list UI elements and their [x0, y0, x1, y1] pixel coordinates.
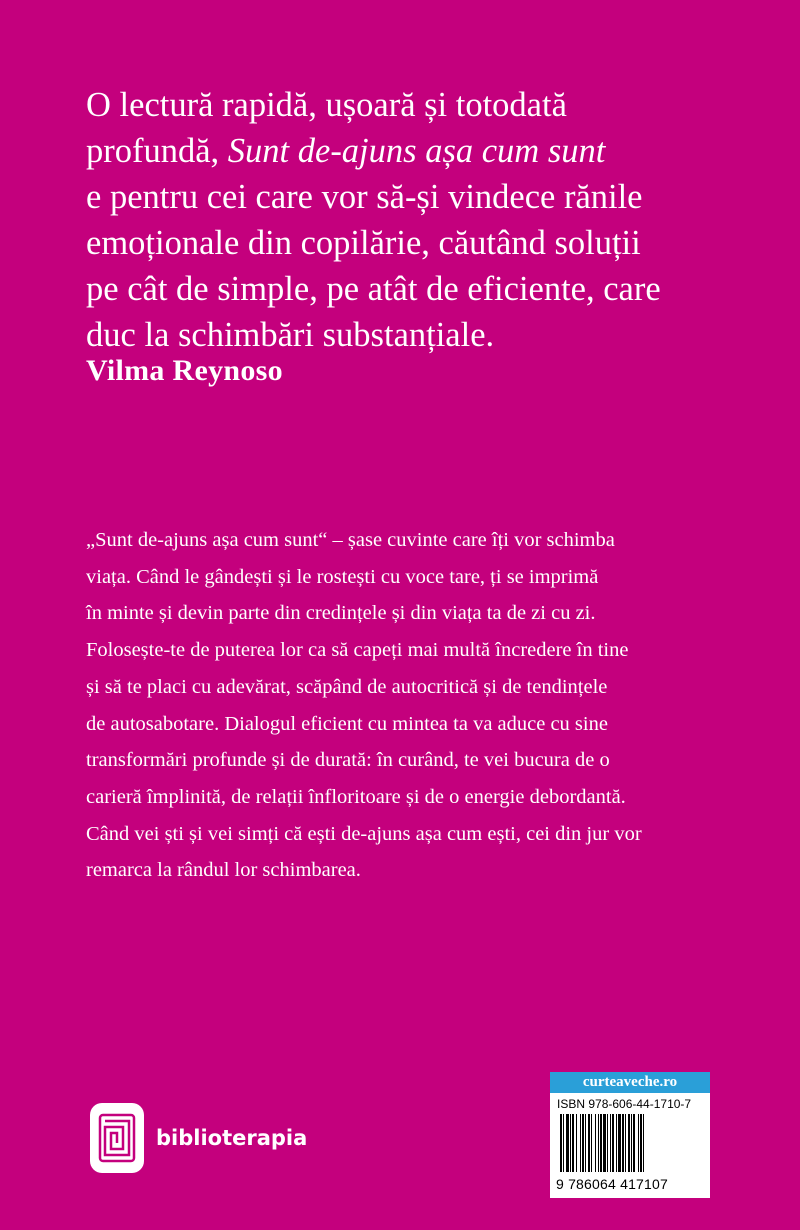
- blurb-line: viața. Când le gândești și le rostești cu voce tare, ți se imprimă: [86, 565, 599, 588]
- barcode-bar: [560, 1114, 562, 1172]
- barcode-bar: [591, 1114, 592, 1172]
- maze-icon: [90, 1103, 144, 1173]
- barcode-bar: [622, 1114, 624, 1172]
- barcode-bar: [582, 1114, 584, 1172]
- quote-line: duc la schimbări substanțiale.: [86, 316, 495, 354]
- blurb-line: și să te placi cu adevărat, scăpând de autocritică și de tendințele: [86, 675, 608, 698]
- barcode-bar: [563, 1114, 564, 1172]
- barcode-bar: [638, 1114, 639, 1172]
- blurb-line: remarca la rândul lor schimbarea.: [86, 859, 361, 882]
- barcode-bar: [610, 1114, 611, 1172]
- publisher-logo: [90, 1103, 307, 1173]
- barcode-bar: [598, 1114, 599, 1172]
- blurb-line: de autosabotare. Dialogul eficient cu mintea ta va aduce cu sine: [86, 712, 608, 735]
- barcode-box: [550, 1072, 710, 1198]
- blurb-line: în minte și devin parte din credințele și din viața ta de zi cu zi.: [86, 602, 596, 625]
- barcode-bar: [576, 1114, 577, 1172]
- quote-block: [86, 82, 776, 358]
- book-title: Sunt de-ajuns așa cum sunt: [227, 132, 606, 170]
- blurb-line: „Sunt de-ajuns așa cum sunt“ – șase cuvinte care îți vor schimba: [86, 529, 615, 551]
- barcode-bar: [618, 1114, 621, 1172]
- barcode-bar: [612, 1114, 614, 1172]
- barcode-bar: [580, 1114, 581, 1172]
- barcode-bar: [633, 1114, 635, 1172]
- quote-text: profundă,: [86, 132, 228, 170]
- barcode-bar: [585, 1114, 586, 1172]
- quote-line: [86, 128, 776, 174]
- quote-author: Vilma Reynoso: [86, 354, 283, 387]
- blurb-line: transformări profunde și de durată: în curând, te vei bucura de o: [86, 749, 610, 772]
- quote-line: e pentru cei care vor să-și vindece rănile: [86, 178, 643, 216]
- barcode-bar: [572, 1114, 574, 1172]
- barcode-bar: [570, 1114, 571, 1172]
- barcode-number: 9 786064 417107: [556, 1176, 668, 1192]
- barcode-bar: [628, 1114, 630, 1172]
- barcode-bar: [600, 1114, 602, 1172]
- website-label: curteaveche.ro: [550, 1072, 710, 1093]
- barcode-bar: [607, 1114, 608, 1172]
- barcode-bar: [625, 1114, 626, 1172]
- quote-line: O lectură rapidă, ușoară și totodată: [86, 86, 567, 124]
- barcode-bar: [643, 1114, 644, 1172]
- barcode-icon: [560, 1114, 700, 1174]
- quote-line: pe cât de simple, pe atât de eficiente, care: [86, 270, 661, 308]
- barcode-bar: [566, 1114, 569, 1172]
- isbn-label: ISBN 978-606-44-1710-7: [557, 1097, 692, 1111]
- barcode-bar: [616, 1114, 617, 1172]
- barcode-bar: [640, 1114, 642, 1172]
- publisher-name: biblioterapia: [156, 1126, 308, 1150]
- quote-line: emoționale din copilărie, căutând soluții: [86, 224, 641, 262]
- barcode-bar: [595, 1114, 596, 1172]
- blurb-line: carieră împlinită, de relații înfloritoare și de o energie debordantă.: [86, 785, 626, 808]
- blurb-line: Folosește-te de puterea lor ca să capeți mai multă încredere în tine: [86, 639, 629, 662]
- blurb: [86, 522, 766, 889]
- barcode-bar: [631, 1114, 632, 1172]
- barcode-bar: [588, 1114, 590, 1172]
- barcode-bar: [603, 1114, 606, 1172]
- blurb-line: Când vei ști și vei simți că ești de-ajuns așa cum ești, cei din jur vor: [86, 822, 642, 845]
